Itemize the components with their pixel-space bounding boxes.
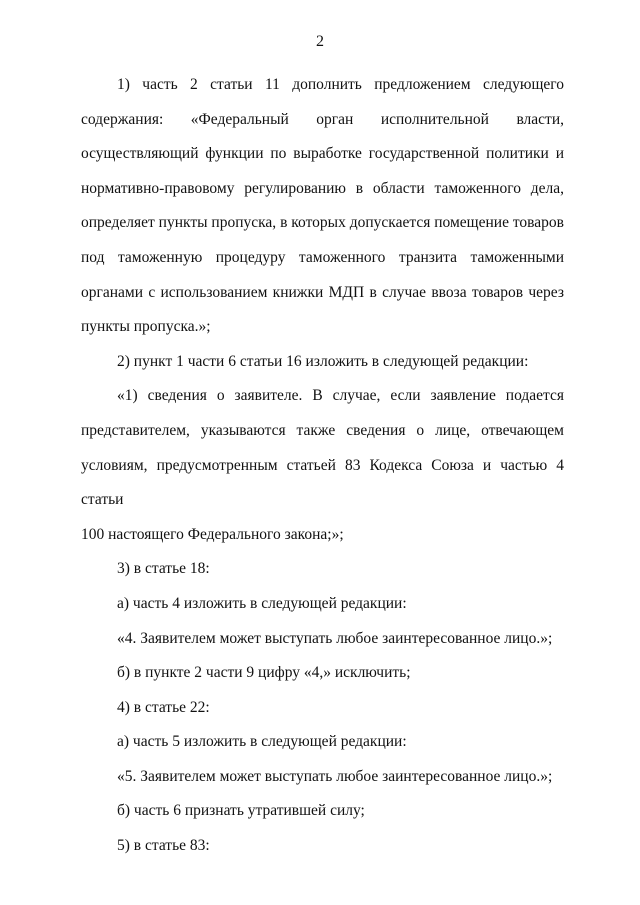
- text-line: условиям, предусмотренным статьей 83 Кодекса Союза и частью 4 статьи: [81, 456, 564, 509]
- text-line: б) часть 6 признать утратившей силу;: [117, 802, 365, 820]
- text-line: «1) сведения о заявителе. В случае, если заявление подается: [117, 387, 564, 405]
- text-line: пункты пропуска.»;: [81, 318, 211, 336]
- text-line: представителем, указываются также сведения о лице, отвечающем: [81, 421, 564, 439]
- text-line: 1) часть 2 статьи 11 дополнить предложением следующего: [117, 76, 564, 93]
- text-line: б) в пункте 2 части 9 цифру «4,» исключить;: [117, 664, 411, 682]
- document-body: [81, 68, 564, 864]
- text-line: «5. Заявителем может выступать любое заинтересованное лицо.»;: [117, 767, 553, 785]
- text-line: органами с использованием книжки МДП в случае ввоза товаров через: [81, 283, 564, 301]
- text-line: осуществляющий функции по выработке государственной политики и: [81, 145, 564, 163]
- text-line: 3) в статье 18:: [117, 560, 210, 578]
- text-line: 5) в статье 83:: [117, 837, 210, 855]
- text-line: 100 настоящего Федерального закона;»;: [81, 525, 344, 543]
- text-line: содержания: «Федеральный орган исполнительной власти,: [81, 110, 564, 128]
- text-line: «4. Заявителем может выступать любое заинтересованное лицо.»;: [117, 629, 553, 647]
- text-line: нормативно-правовому регулированию в области таможенного дела,: [81, 179, 564, 197]
- text-line: а) часть 5 изложить в следующей редакции:: [117, 733, 407, 751]
- text-line: а) часть 4 изложить в следующей редакции:: [117, 594, 407, 612]
- text-line: определяет пункты пропуска, в которых допускается помещение товаров: [81, 214, 564, 232]
- text-line: под таможенную процедуру таможенного транзита таможенными: [81, 248, 564, 266]
- text-line: 4) в статье 22:: [117, 698, 210, 716]
- text-line: 2) пункт 1 части 6 статьи 16 изложить в следующей редакции:: [117, 352, 529, 370]
- page-number: 2: [316, 33, 324, 50]
